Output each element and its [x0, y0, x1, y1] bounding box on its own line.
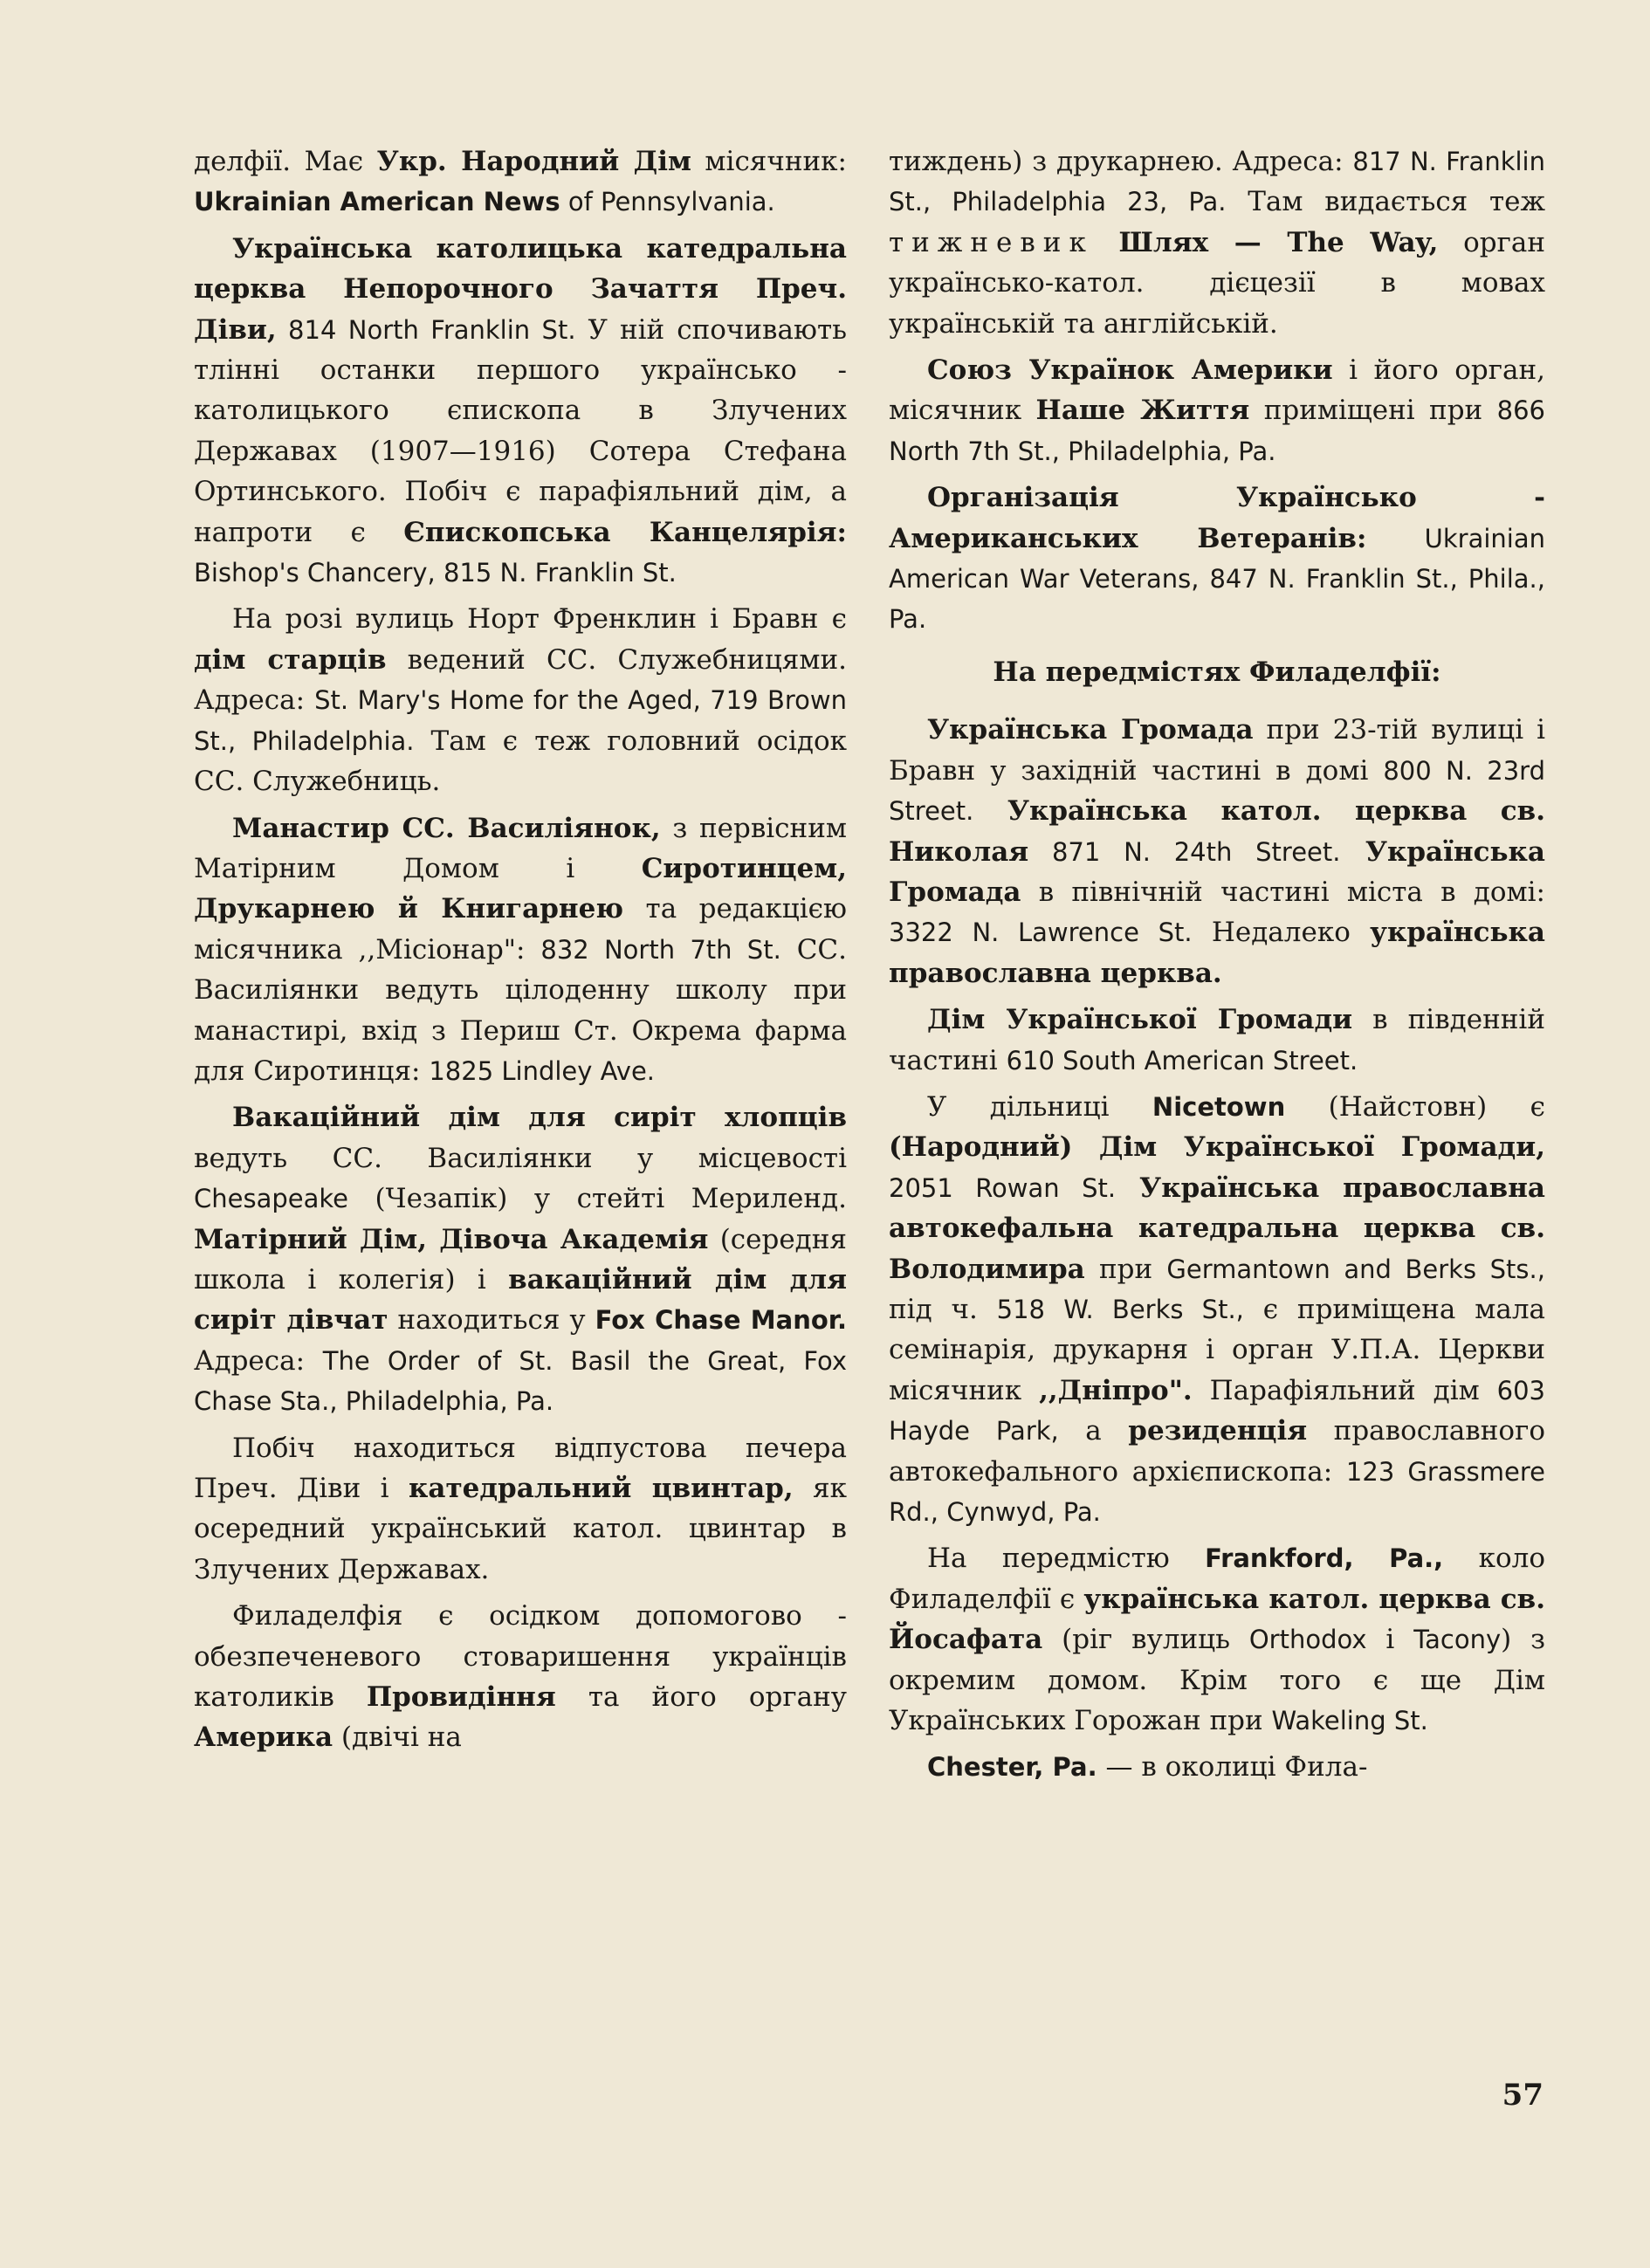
page-number: 57: [1502, 2078, 1543, 2113]
paragraph: Українська католицька катедральна церква Непорочного Зачаття Преч. Діви, 814 North Franklin St. У ній спочивають тлінні останки першого українсько - католицького єпископа в Злучених Державах (1907—1916) Сотера Стефана Ортинського. Побіч є парафіяльний дім, а напроти є Єпископська Канцелярія: Bishop's Chancery, 815 N. Franklin St.: [194, 232, 847, 588]
paragraph: Филаделфія є осідком допомогово - обезпеченевого стоваришення українців католиків Провидіння та його органу Америка (двічі на: [194, 1600, 847, 1754]
left-column: [194, 141, 847, 1764]
paragraph: Союз Українок Америки і його орган, місячник Наше Життя приміщені при 866 North 7th St., Philadelphia, Pa.: [889, 354, 1545, 466]
paragraph: Побіч находиться відпустова печера Преч. Діви і катедральний цвинтар, як осередний український катол. цвинтар в Злучених Державах.: [194, 1432, 847, 1585]
paragraph: Українська Громада при 23-тій вулиці і Бравн у західній частині в домі 800 N. 23rd Street. Українська катол. церква св. Николая 871 N. 24th Street. Українська Громада в північній частині міста в домі: 3322 N. Lawrence St. Недалеко українська православна церква.: [889, 714, 1545, 989]
paragraph: Організація Українсько - Американських Ветеранів: Ukrainian American War Veterans, 847 N. Franklin St., Phila., Pa.: [889, 482, 1546, 635]
paragraph: На передмістю Frankford, Pa., коло Филаделфії є українська катол. церква св. Йосафата (ріг вулиць Orthodox і Tacony) з окремим домом. Крім того є ще Дім Українських Горожан при Wakeling St.: [889, 1543, 1546, 1737]
right-column: [889, 141, 1545, 1794]
paragraph: тиждень) з друкарнею. Адреса: 817 N. Franklin St., Philadelphia 23, Pa. Там видається теж тижневик Шлях — The Way, орган українсько-катол. дієцезії в мовах українській та англійській.: [889, 146, 1546, 340]
paragraph: Дім Української Громади в південній частині 610 South American Street.: [889, 1004, 1545, 1076]
paragraph: Вакаційний дім для сиріт хлопців ведуть СС. Василіянки у місцевості Chesapeake (Чезапік) у стейті Мериленд. Матірний Дім, Дівоча Академія (середня школа і колегія) і вакаційний дім для сиріт дівчат находиться у Fox Chase Manor. Адреса: The Order of St. Basil the Great, Fox Chase Sta., Philadelphia, Pa.: [194, 1102, 847, 1417]
paragraph: делфії. Має Укр. Народний Дім місячник: Ukrainian American News of Pennsylvania.: [194, 146, 847, 217]
paragraph: У дільниці Nicetown (Найстовн) є (Народний) Дім Української Громади, 2051 Rowan St. Українська православна автокефальна катедральна церква св. Володимира при Germantown and Berks Sts., під ч. 518 W. Berks St., є приміщена мала семінарія, друкарня і орган У.П.А. Церкви місячник ,,Дніпро". Парафіяльний дім 603 Hayde Park, а резиденція православного автокефального архієпископа: 123 Grassmere Rd., Cynwyd, Pa.: [889, 1090, 1546, 1527]
paragraph: Манастир СС. Василіянок, з первісним Матірним Домом і Сиротинцем, Друкарнею й Книгарнею та редакцією місячника ,,Місіонар": 832 North 7th St. СС. Василіянки ведуть цілоденну школу при манастирі, вхід з Периш Ст. Окрема фарма для Сиротинця: 1825 Lindley Ave.: [194, 812, 847, 1087]
section-heading: На передмістях Филаделфії:: [993, 656, 1441, 688]
paragraph: Chester, Pa. — в околиці Фила-: [927, 1751, 1368, 1783]
paragraph: На розі вулиць Норт Френклин і Бравн є дім старців ведений СС. Служебницями. Адреса: St. Mary's Home for the Aged, 719 Brown St., Philadelphia. Там є теж головний осідок СС. Служебниць.: [194, 603, 848, 798]
